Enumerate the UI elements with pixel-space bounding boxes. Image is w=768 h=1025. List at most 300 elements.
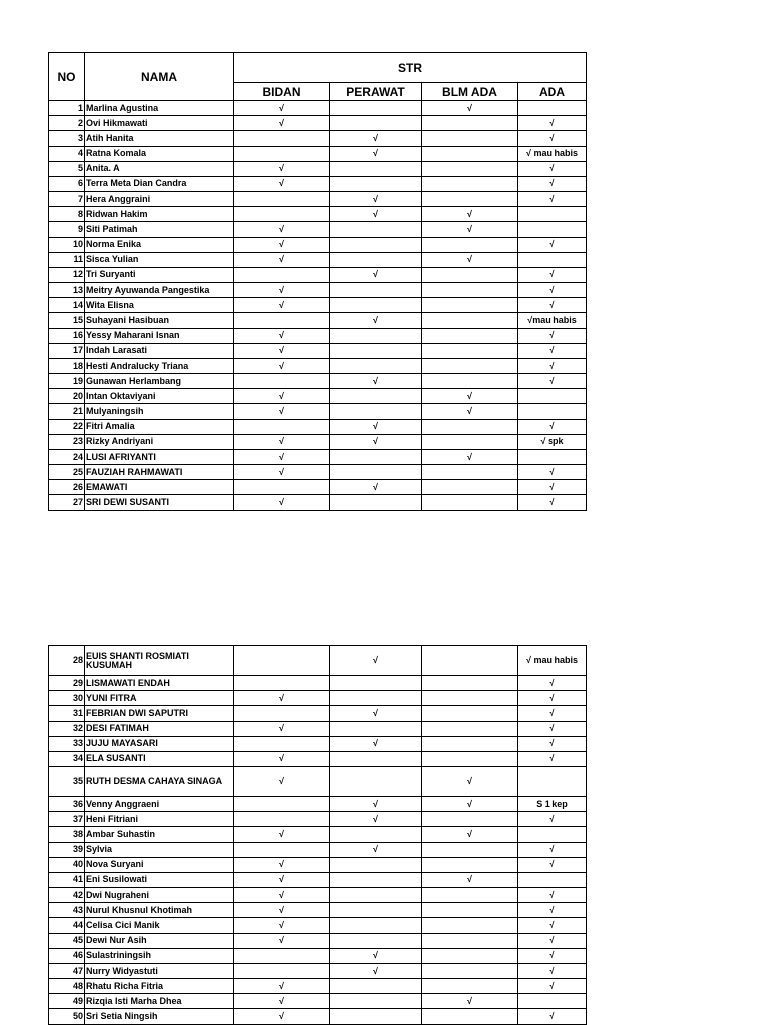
table-row [49,1009,587,1024]
row-perawat [330,676,422,691]
row-number: 15 [49,313,85,328]
row-perawat [330,222,422,237]
row-number: 35 [49,767,85,797]
row-ada: √ [518,480,587,495]
row-ada [518,101,587,116]
table-row [49,918,587,933]
row-bidan: √ [234,389,330,404]
row-number: 8 [49,207,85,222]
row-perawat [330,449,422,464]
row-ada [518,222,587,237]
row-perawat [330,751,422,766]
row-ada: √ [518,298,587,313]
row-ada: √ [518,283,587,298]
table-row [49,827,587,842]
row-ada: √ [518,918,587,933]
table-row [49,101,587,116]
table-row [49,389,587,404]
row-ada: √ spk [518,434,587,449]
row-blm-ada [422,918,518,933]
row-bidan [234,676,330,691]
row-ada: √mau habis [518,313,587,328]
row-name: Intan Oktaviyani [85,389,234,404]
row-bidan: √ [234,721,330,736]
row-name: Eni Susilowati [85,872,234,887]
row-name: Hera Anggraini [85,192,234,207]
row-bidan: √ [234,918,330,933]
row-name: Sulastriningsih [85,948,234,963]
table-row [49,374,587,389]
table-row [49,313,587,328]
row-name: Meitry Ayuwanda Pangestika [85,283,234,298]
row-blm-ada [422,419,518,434]
row-ada: √ [518,116,587,131]
row-number: 26 [49,480,85,495]
row-bidan [234,646,330,676]
row-bidan: √ [234,933,330,948]
row-bidan: √ [234,358,330,373]
table-row [49,267,587,282]
row-bidan [234,146,330,161]
row-bidan [234,706,330,721]
row-number: 32 [49,721,85,736]
row-blm-ada [422,237,518,252]
row-perawat [330,888,422,903]
row-number: 30 [49,691,85,706]
row-ada: √ [518,343,587,358]
row-bidan [234,131,330,146]
row-name: LISMAWATI ENDAH [85,676,234,691]
row-ada [518,207,587,222]
row-bidan [234,480,330,495]
row-blm-ada: √ [422,404,518,419]
row-blm-ada [422,176,518,191]
row-bidan: √ [234,465,330,480]
row-perawat [330,237,422,252]
row-ada: √ [518,161,587,176]
table-row [49,857,587,872]
row-ada: √ [518,419,587,434]
table-row [49,676,587,691]
row-blm-ada [422,691,518,706]
row-number: 18 [49,358,85,373]
row-blm-ada: √ [422,827,518,842]
header-perawat: PERAWAT [330,83,422,101]
row-name: RUTH DESMA CAHAYA SINAGA [85,767,234,797]
table-row [49,812,587,827]
table-row [49,979,587,994]
staff-table-part-2 [48,645,587,1025]
row-blm-ada [422,751,518,766]
table-row [49,797,587,812]
row-name: Dwi Nugraheni [85,888,234,903]
row-blm-ada: √ [422,389,518,404]
row-number: 42 [49,888,85,903]
table-row [49,192,587,207]
row-number: 9 [49,222,85,237]
row-bidan [234,267,330,282]
row-perawat [330,1009,422,1024]
table-row [49,222,587,237]
row-bidan [234,313,330,328]
row-perawat [330,691,422,706]
row-number: 50 [49,1009,85,1024]
row-blm-ada: √ [422,101,518,116]
row-blm-ada: √ [422,797,518,812]
row-bidan [234,419,330,434]
row-ada: √ [518,192,587,207]
row-bidan: √ [234,343,330,358]
row-ada: √ [518,237,587,252]
row-bidan: √ [234,252,330,267]
header-bidan: BIDAN [234,83,330,101]
row-bidan [234,842,330,857]
row-number: 36 [49,797,85,812]
row-ada [518,389,587,404]
row-perawat: √ [330,192,422,207]
row-ada: √ [518,948,587,963]
row-perawat [330,872,422,887]
row-number: 1 [49,101,85,116]
table-row [49,146,587,161]
row-name: Wita Elisna [85,298,234,313]
row-perawat: √ [330,948,422,963]
row-ada: √ [518,736,587,751]
row-name: Atih Hanita [85,131,234,146]
row-number: 31 [49,706,85,721]
row-blm-ada [422,313,518,328]
row-name: Tri Suryanti [85,267,234,282]
row-perawat: √ [330,374,422,389]
table-row [49,116,587,131]
row-bidan: √ [234,751,330,766]
row-bidan [234,207,330,222]
row-ada: √ [518,495,587,510]
row-name: Nurul Khusnul Khotimah [85,903,234,918]
row-bidan: √ [234,691,330,706]
row-perawat [330,767,422,797]
table-row [49,872,587,887]
table-row [49,933,587,948]
row-perawat: √ [330,797,422,812]
row-number: 48 [49,979,85,994]
row-ada: S 1 kep [518,797,587,812]
row-name: Sri Setia Ningsih [85,1009,234,1024]
table-row [49,298,587,313]
row-blm-ada [422,358,518,373]
row-blm-ada [422,480,518,495]
table-row [49,948,587,963]
row-bidan: √ [234,283,330,298]
row-bidan: √ [234,827,330,842]
header-blm-ada: BLM ADA [422,83,518,101]
row-bidan [234,374,330,389]
row-bidan: √ [234,495,330,510]
row-perawat: √ [330,736,422,751]
row-perawat: √ [330,207,422,222]
row-number: 25 [49,465,85,480]
header-no: NO [49,53,85,101]
row-name: Rizky Andriyani [85,434,234,449]
row-bidan: √ [234,1009,330,1024]
row-perawat: √ [330,842,422,857]
row-blm-ada [422,857,518,872]
row-name: Fitri Amalia [85,419,234,434]
table-row [49,495,587,510]
row-blm-ada: √ [422,252,518,267]
row-blm-ada: √ [422,767,518,797]
staff-table-part-1 [48,52,587,511]
row-blm-ada: √ [422,222,518,237]
row-name: EMAWATI [85,480,234,495]
row-name: Heni Fitriani [85,812,234,827]
row-name: Marlina Agustina [85,101,234,116]
table-row [49,207,587,222]
table-row [49,646,587,676]
row-ada: √ [518,374,587,389]
row-name: DESI FATIMAH [85,721,234,736]
row-bidan: √ [234,434,330,449]
row-number: 40 [49,857,85,872]
row-blm-ada [422,328,518,343]
row-bidan [234,797,330,812]
row-ada [518,449,587,464]
row-perawat [330,283,422,298]
row-blm-ada [422,646,518,676]
row-bidan: √ [234,903,330,918]
row-bidan: √ [234,237,330,252]
row-name: Norma Enika [85,237,234,252]
row-ada: √ [518,267,587,282]
row-name: Rizqia Isti Marha Dhea [85,994,234,1009]
row-blm-ada [422,676,518,691]
row-ada [518,872,587,887]
row-perawat: √ [330,313,422,328]
row-blm-ada [422,842,518,857]
row-bidan: √ [234,101,330,116]
row-number: 19 [49,374,85,389]
row-perawat [330,101,422,116]
row-number: 10 [49,237,85,252]
row-bidan: √ [234,979,330,994]
row-blm-ada [422,465,518,480]
row-blm-ada [422,146,518,161]
row-number: 13 [49,283,85,298]
row-blm-ada [422,283,518,298]
table-row [49,480,587,495]
row-blm-ada [422,963,518,978]
row-number: 5 [49,161,85,176]
row-name: FEBRIAN DWI SAPUTRI [85,706,234,721]
row-number: 28 [49,646,85,676]
table-row [49,767,587,797]
row-number: 23 [49,434,85,449]
table-row [49,903,587,918]
row-perawat [330,465,422,480]
row-perawat [330,933,422,948]
row-perawat: √ [330,646,422,676]
row-blm-ada [422,131,518,146]
row-blm-ada [422,374,518,389]
row-number: 20 [49,389,85,404]
row-bidan [234,736,330,751]
row-blm-ada [422,706,518,721]
row-ada: √ [518,903,587,918]
row-name: Rhatu Richa Fitria [85,979,234,994]
row-name: Terra Meta Dian Candra [85,176,234,191]
row-name: Celisa Cici Manik [85,918,234,933]
table-row [49,283,587,298]
row-blm-ada [422,888,518,903]
row-blm-ada: √ [422,994,518,1009]
row-ada: √ [518,465,587,480]
row-bidan [234,812,330,827]
row-blm-ada [422,267,518,282]
row-name: Sylvia [85,842,234,857]
row-ada: √ [518,933,587,948]
row-bidan [234,948,330,963]
row-perawat [330,389,422,404]
row-number: 34 [49,751,85,766]
row-number: 37 [49,812,85,827]
row-perawat [330,328,422,343]
row-ada: √ [518,176,587,191]
row-perawat: √ [330,812,422,827]
row-blm-ada: √ [422,207,518,222]
row-ada: √ [518,676,587,691]
row-name: Yessy Maharani Isnan [85,328,234,343]
row-number: 38 [49,827,85,842]
row-blm-ada [422,933,518,948]
row-blm-ada [422,116,518,131]
row-ada: √ [518,751,587,766]
table-row [49,404,587,419]
row-perawat [330,994,422,1009]
row-name: FAUZIAH RAHMAWATI [85,465,234,480]
row-number: 49 [49,994,85,1009]
row-name: Suhayani Hasibuan [85,313,234,328]
table-row [49,328,587,343]
row-ada: √ [518,963,587,978]
row-ada: √ [518,857,587,872]
row-perawat [330,343,422,358]
row-name: Mulyaningsih [85,404,234,419]
row-name: Sisca Yulian [85,252,234,267]
row-number: 22 [49,419,85,434]
row-ada [518,994,587,1009]
row-ada: √ [518,358,587,373]
row-number: 29 [49,676,85,691]
table-row [49,358,587,373]
row-bidan: √ [234,404,330,419]
row-number: 6 [49,176,85,191]
table-row [49,419,587,434]
row-perawat [330,979,422,994]
table-row [49,736,587,751]
row-name: Indah Larasati [85,343,234,358]
row-bidan: √ [234,176,330,191]
row-name: YUNI FITRA [85,691,234,706]
table-row [49,176,587,191]
row-ada: √ [518,812,587,827]
row-ada: √ mau habis [518,646,587,676]
header-str: STR [234,53,587,83]
row-name: Nurry Widyastuti [85,963,234,978]
row-blm-ada [422,343,518,358]
row-ada [518,404,587,419]
row-blm-ada [422,736,518,751]
row-bidan [234,192,330,207]
row-perawat [330,721,422,736]
table-row [49,963,587,978]
row-ada: √ [518,131,587,146]
row-ada [518,767,587,797]
table-row [49,237,587,252]
row-blm-ada [422,192,518,207]
row-perawat [330,404,422,419]
row-name: Nova Suryani [85,857,234,872]
row-ada: √ [518,691,587,706]
row-blm-ada [422,1009,518,1024]
row-ada: √ mau habis [518,146,587,161]
row-perawat: √ [330,434,422,449]
row-number: 11 [49,252,85,267]
row-name: Venny Anggraeni [85,797,234,812]
row-ada: √ [518,721,587,736]
row-name: Gunawan Herlambang [85,374,234,389]
row-blm-ada [422,721,518,736]
row-perawat [330,298,422,313]
row-ada: √ [518,1009,587,1024]
table-row [49,706,587,721]
row-perawat [330,918,422,933]
row-bidan: √ [234,298,330,313]
row-number: 24 [49,449,85,464]
row-blm-ada [422,979,518,994]
table-row [49,465,587,480]
row-number: 44 [49,918,85,933]
row-name: JUJU MAYASARI [85,736,234,751]
row-perawat [330,495,422,510]
row-number: 16 [49,328,85,343]
row-blm-ada [422,298,518,313]
header-ada: ADA [518,83,587,101]
table-row [49,131,587,146]
row-perawat: √ [330,131,422,146]
table-row [49,343,587,358]
row-number: 12 [49,267,85,282]
row-number: 43 [49,903,85,918]
row-perawat: √ [330,146,422,161]
row-blm-ada [422,903,518,918]
row-blm-ada [422,434,518,449]
row-ada: √ [518,328,587,343]
row-number: 17 [49,343,85,358]
row-perawat: √ [330,706,422,721]
table-row [49,691,587,706]
row-number: 41 [49,872,85,887]
row-perawat [330,358,422,373]
table-row [49,252,587,267]
header-nama: NAMA [85,53,234,101]
row-perawat: √ [330,267,422,282]
table-row [49,751,587,766]
row-bidan: √ [234,767,330,797]
row-blm-ada [422,812,518,827]
row-name: SRI DEWI SUSANTI [85,495,234,510]
row-blm-ada [422,161,518,176]
row-number: 46 [49,948,85,963]
